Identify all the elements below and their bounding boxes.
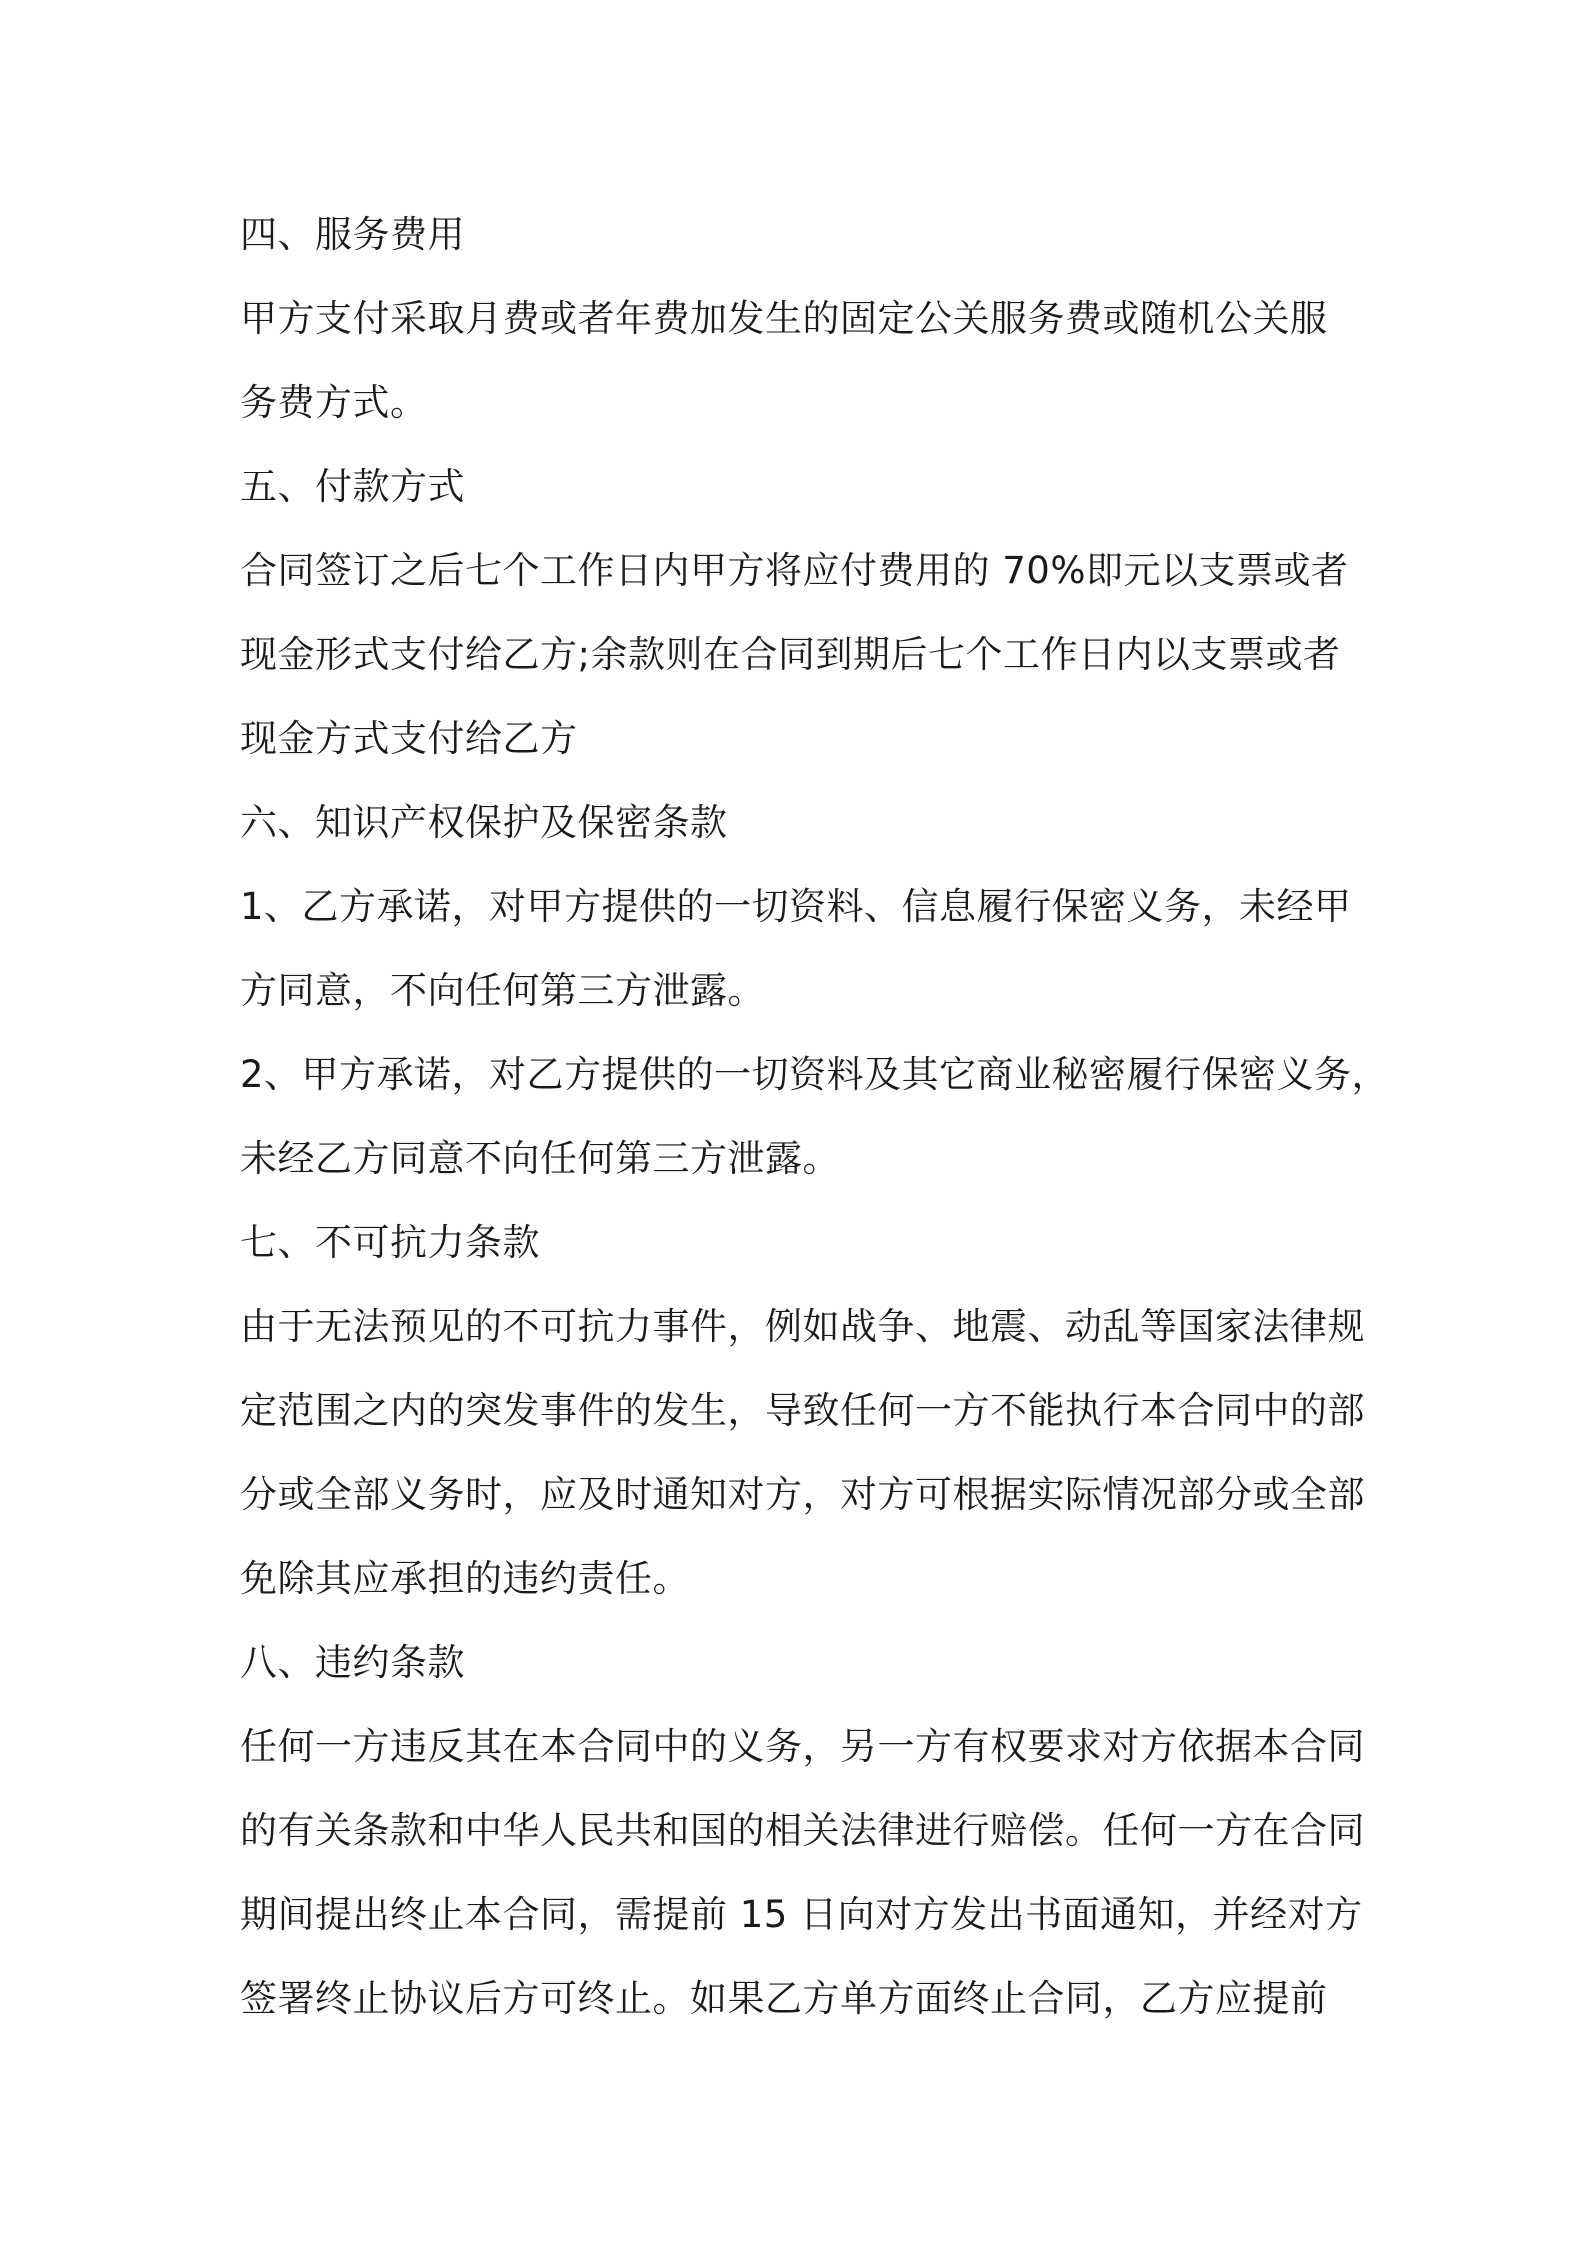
paragraph-line: 的有关条款和中华人民共和国的相关法律进行赔偿。任何一方在合同 [240, 1809, 1365, 1852]
paragraph-line: 方同意，不向任何第三方泄露。 [240, 969, 765, 1012]
paragraph-line: 未经乙方同意不向任何第三方泄露。 [240, 1137, 840, 1180]
paragraph-line: 免除其应承担的违约责任。 [240, 1557, 690, 1600]
section-heading-payment-method: 五、付款方式 [240, 465, 465, 508]
section-heading-breach: 八、违约条款 [240, 1641, 465, 1684]
paragraph-line: 分或全部义务时，应及时通知对方，对方可根据实际情况部分或全部 [240, 1473, 1365, 1516]
paragraph-line: 由于无法预见的不可抗力事件，例如战争、地震、动乱等国家法律规 [240, 1305, 1365, 1348]
paragraph-line: 甲方支付采取月费或者年费加发生的固定公关服务费或随机公关服 [240, 297, 1328, 340]
paragraph-line: 现金方式支付给乙方 [240, 717, 578, 760]
section-heading-service-fee: 四、服务费用 [240, 213, 465, 256]
section-heading-ip-confidentiality: 六、知识产权保护及保密条款 [240, 801, 728, 844]
paragraph-line: 期间提出终止本合同，需提前 15 日向对方发出书面通知，并经对方 [240, 1893, 1363, 1936]
paragraph-line: 任何一方违反其在本合同中的义务，另一方有权要求对方依据本合同 [240, 1725, 1365, 1768]
paragraph-line: 2、甲方承诺，对乙方提供的一切资料及其它商业秘密履行保密义务， [240, 1053, 1390, 1096]
paragraph-line: 签署终止协议后方可终止。如果乙方单方面终止合同，乙方应提前 [240, 1977, 1328, 2020]
section-heading-force-majeure: 七、不可抗力条款 [240, 1221, 540, 1264]
paragraph-line: 1、乙方承诺，对甲方提供的一切资料、信息履行保密义务，未经甲 [240, 885, 1352, 928]
paragraph-line: 现金形式支付给乙方;余款则在合同到期后七个工作日内以支票或者 [240, 633, 1341, 676]
paragraph-line: 务费方式。 [240, 381, 428, 424]
document-body [240, 193, 1390, 2041]
paragraph-line: 合同签订之后七个工作日内甲方将应付费用的 70%即元以支票或者 [240, 549, 1349, 592]
paragraph-line: 定范围之内的突发事件的发生，导致任何一方不能执行本合同中的部 [240, 1389, 1365, 1432]
